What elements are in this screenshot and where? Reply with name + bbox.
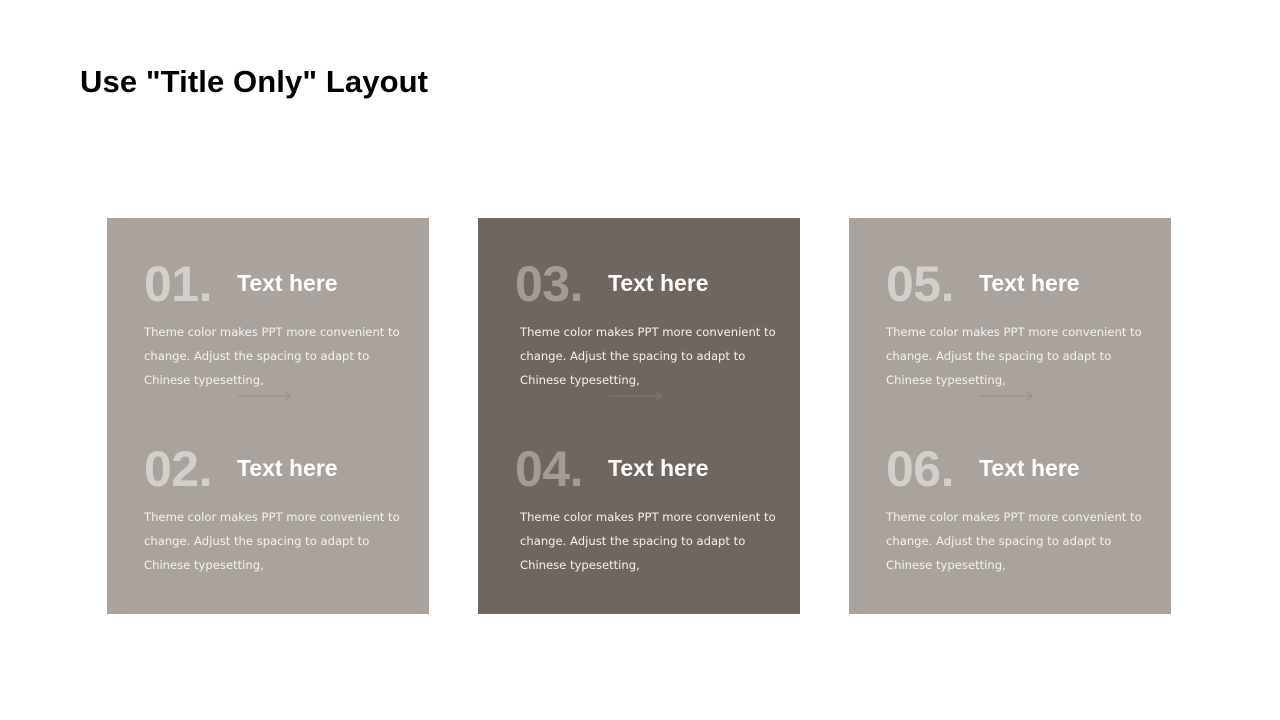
item-body: Theme color makes PPT more convenient to change. Adjust the spacing to adapt to Chinese typesetting, <box>144 510 400 572</box>
list-item <box>849 218 1171 398</box>
item-number: 03. <box>515 256 584 312</box>
item-heading: Text here <box>608 270 709 296</box>
item-heading: Text here <box>979 455 1080 481</box>
arrow-right-icon <box>980 390 1034 402</box>
item-body: Theme color makes PPT more convenient to change. Adjust the spacing to adapt to Chinese typesetting, <box>144 325 400 387</box>
item-number: 01. <box>144 256 213 312</box>
item-number: 02. <box>144 441 213 497</box>
item-heading: Text here <box>237 270 338 296</box>
item-number: 06. <box>886 441 955 497</box>
item-heading: Text here <box>608 455 709 481</box>
list-item <box>478 218 800 398</box>
item-body: Theme color makes PPT more convenient to change. Adjust the spacing to adapt to Chinese typesetting, <box>520 510 776 572</box>
item-body: Theme color makes PPT more convenient to change. Adjust the spacing to adapt to Chinese typesetting, <box>886 510 1142 572</box>
list-item <box>107 403 429 583</box>
arrow-right-icon <box>609 390 663 402</box>
card-1 <box>107 218 429 614</box>
slide-title: Use "Title Only" Layout <box>80 64 429 99</box>
item-heading: Text here <box>979 270 1080 296</box>
item-body: Theme color makes PPT more convenient to change. Adjust the spacing to adapt to Chinese typesetting, <box>520 325 776 387</box>
card-3 <box>849 218 1171 614</box>
list-item <box>478 403 800 583</box>
item-number: 04. <box>515 441 584 497</box>
card-2 <box>478 218 800 614</box>
item-heading: Text here <box>237 455 338 481</box>
arrow-right-icon <box>238 390 292 402</box>
list-item <box>107 218 429 398</box>
item-number: 05. <box>886 256 955 312</box>
list-item <box>849 403 1171 583</box>
item-body: Theme color makes PPT more convenient to change. Adjust the spacing to adapt to Chinese typesetting, <box>886 325 1142 387</box>
